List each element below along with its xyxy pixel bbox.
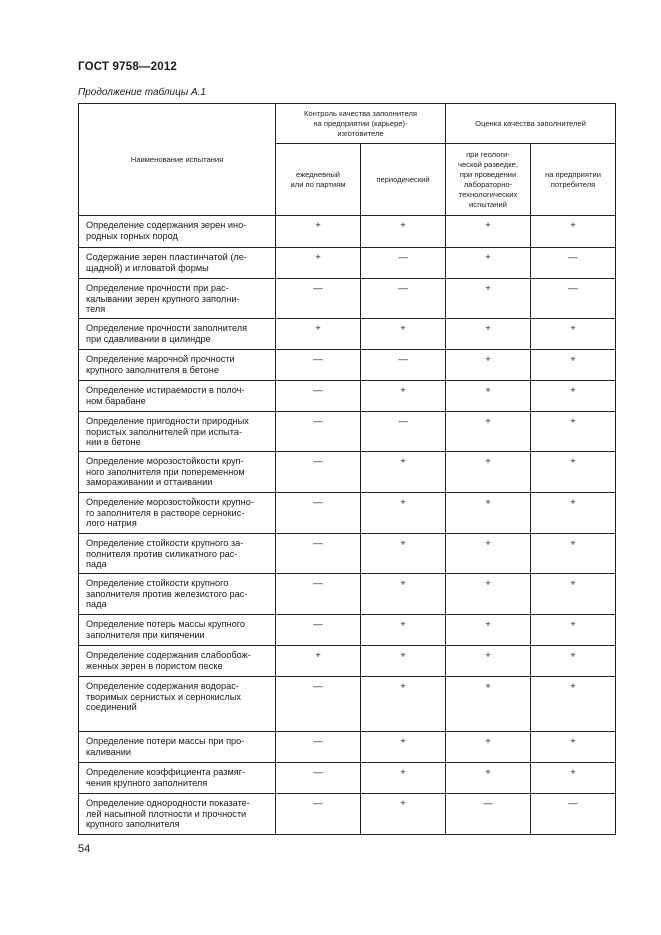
mark-cell: + [446,763,531,794]
mark-cell: + [531,677,616,732]
mark-cell: + [446,732,531,763]
mark-cell: + [531,412,616,452]
header-group-evaluation: Оценка качества заполнителей [446,104,616,144]
table-row [79,646,616,677]
mark-cell: + [531,646,616,677]
mark-cell: + [446,615,531,646]
mark-cell: — [276,732,361,763]
mark-cell: — [531,279,616,319]
table-row [79,534,616,574]
mark-cell: + [276,319,361,350]
mark-cell: + [446,412,531,452]
mark-cell: + [531,493,616,534]
page-number: 54 [78,843,91,855]
table-row [79,732,616,763]
mark-cell: + [276,646,361,677]
mark-cell: + [276,248,361,279]
header-consumer: на предприятии потребителя [531,144,616,216]
mark-cell: — [446,794,531,835]
mark-cell: + [446,646,531,677]
mark-cell: — [361,248,446,279]
mark-cell: + [531,319,616,350]
mark-cell: — [531,794,616,835]
table-caption: Продолжение таблицы А.1 [78,87,206,98]
mark-cell: — [276,794,361,835]
mark-cell: + [361,574,446,615]
test-name-cell: Определение пригодности природных пористых заполнителей при испыта- нии в бетоне [79,412,276,452]
document-code: ГОСТ 9758—2012 [78,61,178,73]
test-name-cell: Определение содержания зерен ино- родных горных пород [79,216,276,248]
mark-cell: + [446,319,531,350]
table-row [79,412,616,452]
mark-cell: + [446,534,531,574]
mark-cell: — [276,574,361,615]
mark-cell: + [361,381,446,412]
mark-cell: — [276,493,361,534]
mark-cell: + [531,452,616,493]
mark-cell: — [276,677,361,732]
mark-cell: — [276,534,361,574]
mark-cell: + [361,493,446,534]
mark-cell: + [361,534,446,574]
mark-cell: + [446,350,531,381]
test-table [78,103,616,835]
table-row [79,216,616,248]
mark-cell: + [361,615,446,646]
mark-cell: + [531,763,616,794]
table-row [79,248,616,279]
test-name-cell: Определение прочности при рас- калывании зерен крупного заполни- теля [79,279,276,319]
table-row [79,381,616,412]
test-name-cell: Определение стойкости крупного за- полнителя против силикатного рас- пада [79,534,276,574]
mark-cell: — [276,350,361,381]
mark-cell: — [276,452,361,493]
test-name-cell: Определение истираемости в полоч- ном барабане [79,381,276,412]
mark-cell: + [276,216,361,248]
test-name-cell: Определение марочной прочности крупного заполнителя в бетоне [79,350,276,381]
mark-cell: + [446,216,531,248]
mark-cell: + [531,732,616,763]
table-row [79,452,616,493]
header-test-name: Наименование испытания [79,104,276,216]
mark-cell: + [361,732,446,763]
mark-cell: — [276,763,361,794]
table-row [79,677,616,732]
test-name-cell: Определение потерь массы крупного заполнителя при кипячении [79,615,276,646]
mark-cell: + [361,677,446,732]
mark-cell: + [361,216,446,248]
mark-cell: — [531,248,616,279]
header-geological: при геологи- ческой разведке, при проведении лабораторно- технологических испытаний [446,144,531,216]
table-row [79,319,616,350]
table-row [79,493,616,534]
mark-cell: + [446,248,531,279]
header-row-groups [79,104,616,144]
mark-cell: — [276,615,361,646]
test-name-cell: Определение прочности заполнителя при сдавливании в цилиндре [79,319,276,350]
test-name-cell: Определение морозостойкости крупно- го заполнителя в растворе сернокис- лого натрия [79,493,276,534]
mark-cell: + [531,574,616,615]
mark-cell: — [361,350,446,381]
test-name-cell: Определение содержания слабообож- женных зерен в пористом песке [79,646,276,677]
mark-cell: + [446,279,531,319]
header-group-control: Контроль качества заполнителя на предприятии (карьере)- изготовителе [276,104,446,144]
mark-cell: + [531,350,616,381]
mark-cell: + [361,794,446,835]
table-row [79,794,616,835]
test-name-cell: Определение потери массы при про- каливании [79,732,276,763]
test-name-cell: Определение однородности показате- лей насыпной плотности и прочности крупного заполнителя [79,794,276,835]
mark-cell: + [531,615,616,646]
table-row [79,350,616,381]
mark-cell: + [361,763,446,794]
mark-cell: + [446,381,531,412]
mark-cell: + [531,216,616,248]
table-row [79,763,616,794]
test-name-cell: Определение стойкости крупного заполнителя против железистого рас- пада [79,574,276,615]
mark-cell: — [276,279,361,319]
test-name-cell: Определение морозостойкости круп- ного заполнителя при попеременном замораживании и оттаивании [79,452,276,493]
header-periodic: периодический [361,144,446,216]
mark-cell: — [276,381,361,412]
mark-cell: + [361,319,446,350]
mark-cell: + [446,493,531,534]
mark-cell: — [361,279,446,319]
mark-cell: + [361,452,446,493]
test-name-cell: Содержание зерен пластинчатой (ле- щадной) и игловатой формы [79,248,276,279]
test-name-cell: Определение коэффициента размяг- чения крупного заполнителя [79,763,276,794]
table-row [79,279,616,319]
mark-cell: + [446,677,531,732]
mark-cell: + [531,534,616,574]
mark-cell: + [446,574,531,615]
mark-cell: + [446,452,531,493]
mark-cell: — [276,412,361,452]
table-row [79,574,616,615]
table-row [79,615,616,646]
test-name-cell: Определение содержания водорас- творимых сернистых и сернокислых соединений [79,677,276,732]
mark-cell: + [361,646,446,677]
mark-cell: + [531,381,616,412]
header-daily: ежедневный или по партиям [276,144,361,216]
mark-cell: — [361,412,446,452]
